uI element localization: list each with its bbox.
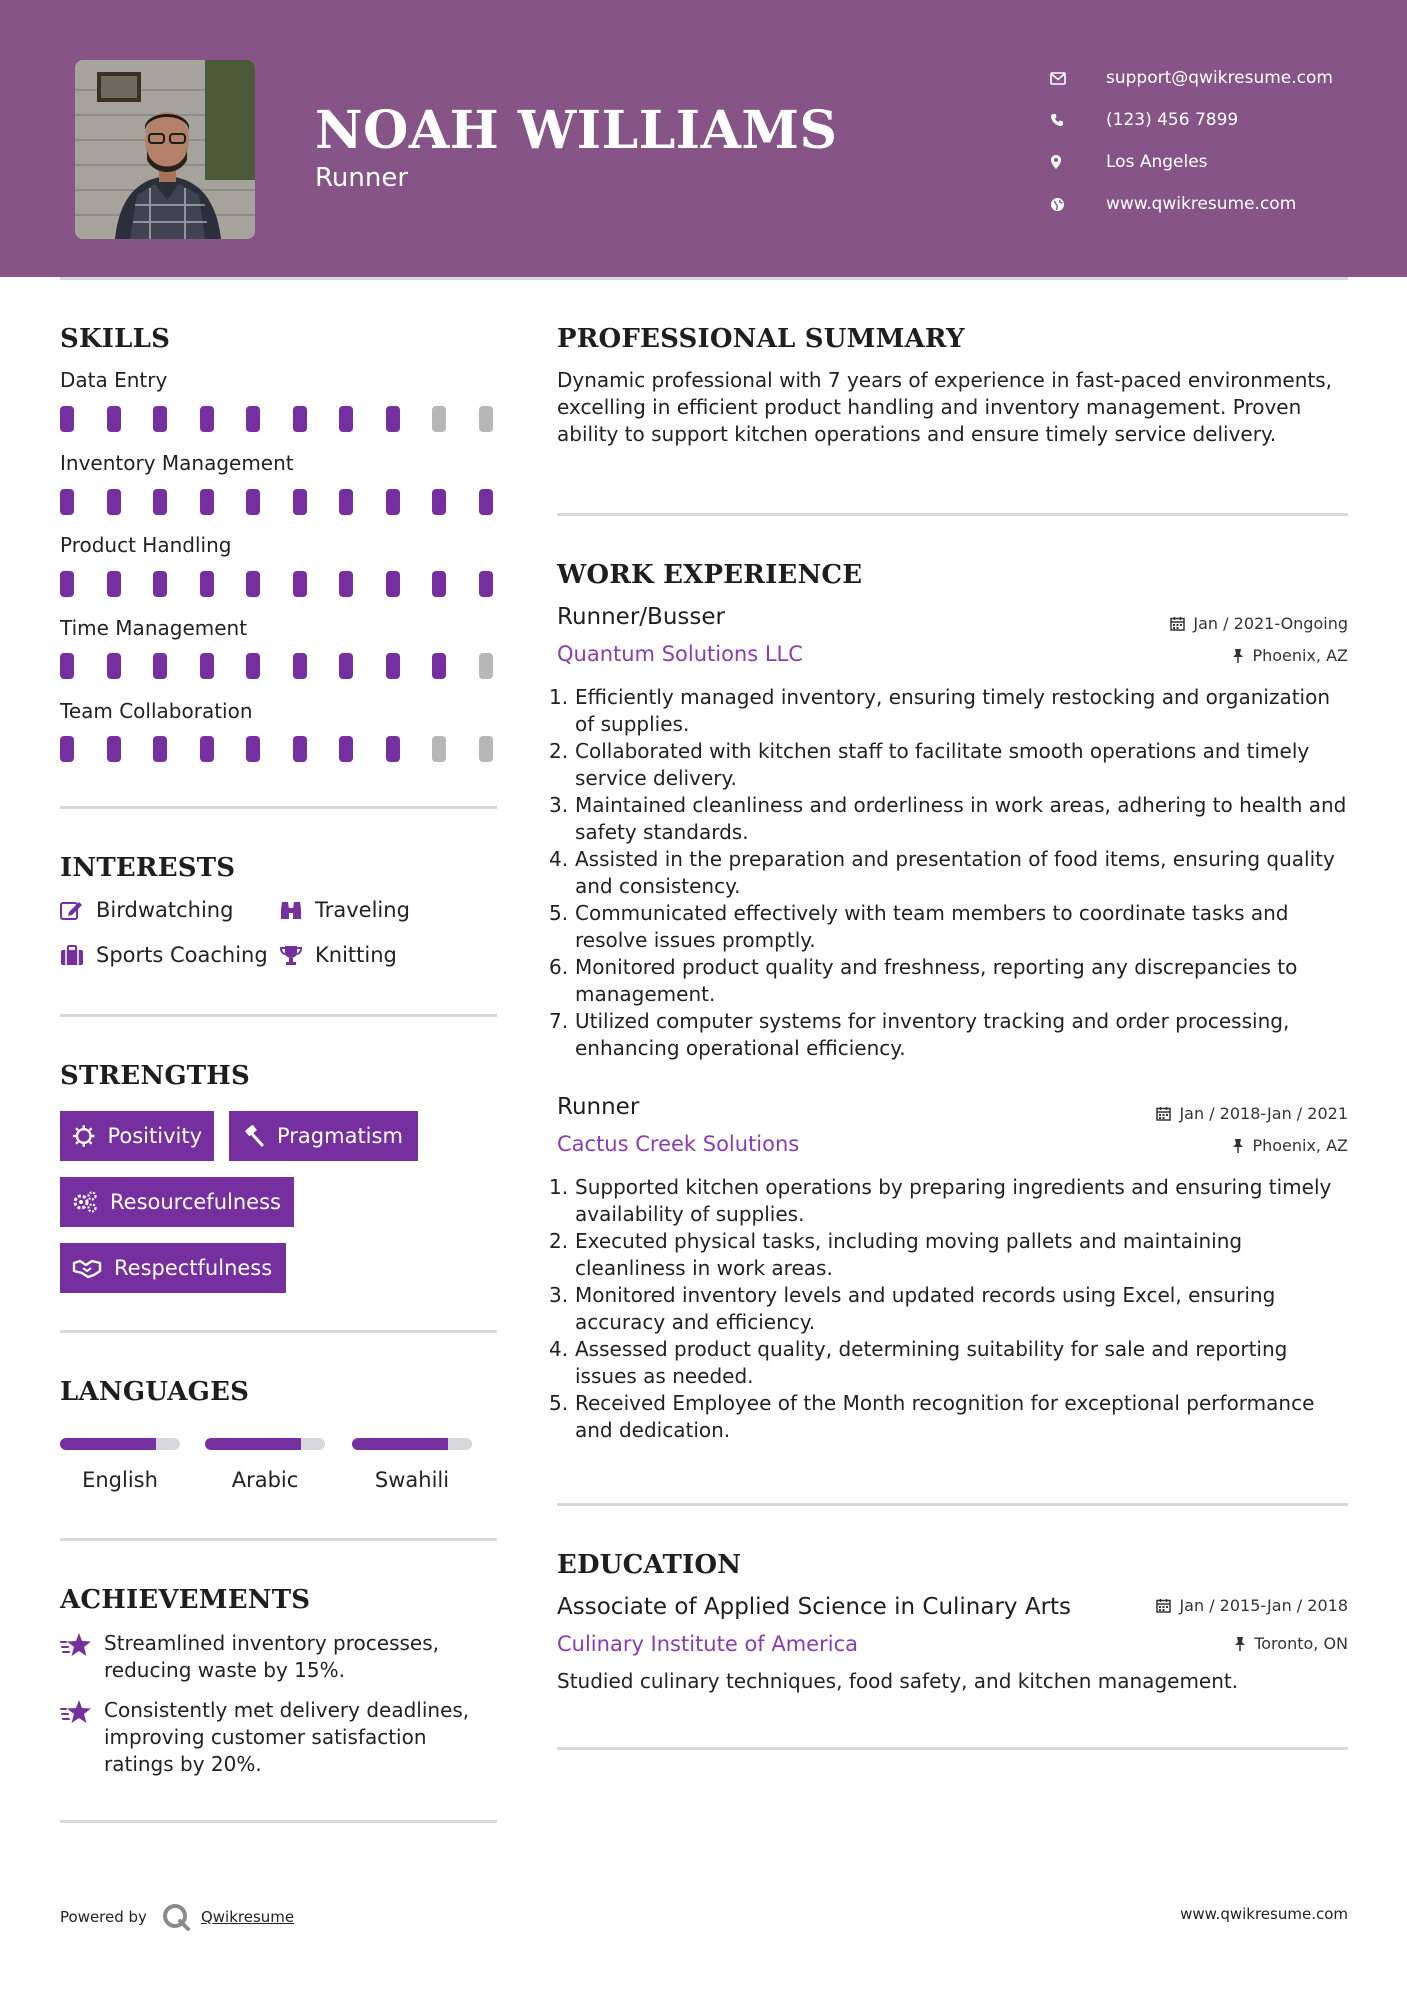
skill-dot-filled [107, 736, 121, 762]
star-icon [60, 1699, 92, 1725]
section-divider [60, 1538, 497, 1541]
duty-item [549, 954, 1347, 1008]
contact-email[interactable] [1050, 57, 1333, 99]
job-duties [549, 684, 1347, 1062]
skill-dot-filled [200, 736, 214, 762]
skill-dot-filled [432, 571, 446, 597]
experience-title: WORK EXPERIENCE [557, 560, 863, 590]
job-location-text: Phoenix, AZ [1252, 1136, 1348, 1155]
job-duties [549, 1174, 1347, 1444]
map-pin-icon [1050, 153, 1080, 171]
education-location [1234, 1634, 1348, 1653]
globe-icon [1050, 195, 1080, 213]
binoculars-icon [279, 899, 303, 921]
duty-number: 3. [549, 793, 569, 817]
section-divider [60, 1330, 497, 1333]
interest-item [60, 943, 268, 967]
duty-text: Monitored product quality and freshness, reporting any discrepancies to management. [575, 955, 1298, 1006]
skill-label: Data Entry [60, 368, 168, 392]
job-date [1156, 1104, 1348, 1123]
strength-badge [60, 1243, 286, 1293]
skill-dot-filled [293, 406, 307, 432]
strengths-title: STRENGTHS [60, 1061, 251, 1091]
footer-powered-by [60, 1902, 294, 1932]
skill-dot-filled [60, 653, 74, 679]
skill-dot-filled [60, 736, 74, 762]
skill-dot-filled [153, 489, 167, 515]
interest-item [60, 898, 233, 922]
job-title: Runner [557, 1094, 640, 1120]
powered-by-text: Powered by [60, 1908, 147, 1926]
section-divider [557, 1747, 1348, 1750]
calendar-icon [1170, 616, 1185, 631]
duty-item [549, 738, 1347, 792]
education-date [1156, 1596, 1348, 1615]
school-name[interactable]: Culinary Institute of America [557, 1632, 858, 1656]
skill-dot-filled [386, 406, 400, 432]
interest-label: Traveling [315, 898, 410, 922]
job-date-text: Jan / 2018-Jan / 2021 [1179, 1104, 1348, 1123]
skill-dot-filled [153, 653, 167, 679]
duty-number: 7. [549, 1009, 569, 1033]
skill-dot-filled [246, 489, 260, 515]
pin-icon [1234, 1636, 1246, 1651]
skill-dot-filled [60, 406, 74, 432]
strength-label: Positivity [107, 1124, 202, 1148]
skill-dot-filled [246, 571, 260, 597]
skill-dot-filled [200, 571, 214, 597]
skills-title: SKILLS [60, 324, 171, 354]
interest-label: Sports Coaching [96, 943, 268, 967]
pin-icon [1232, 1138, 1244, 1153]
skill-dot-filled [107, 653, 121, 679]
gears-icon [72, 1190, 98, 1214]
achievement-text: Consistently met delivery deadlines, improving customer satisfaction ratings by 20%. [104, 1698, 470, 1776]
resume-header [0, 0, 1407, 277]
duty-text: Maintained cleanliness and orderliness in work areas, adhering to health and safety standards. [575, 793, 1347, 844]
duty-item [549, 1008, 1347, 1062]
skill-dot-empty [479, 653, 493, 679]
job-date [1170, 614, 1348, 633]
interests-title: INTERESTS [60, 853, 236, 883]
duty-item [549, 1174, 1347, 1228]
briefcase-icon [60, 944, 84, 966]
header-divider [60, 277, 1348, 280]
skill-rating [60, 653, 500, 679]
skill-rating [60, 736, 500, 762]
skill-dot-empty [479, 406, 493, 432]
education-date-text: Jan / 2015-Jan / 2018 [1179, 1596, 1348, 1615]
skill-dot-filled [386, 571, 400, 597]
skill-dot-empty [432, 736, 446, 762]
skill-dot-filled [432, 653, 446, 679]
education-title: EDUCATION [557, 1550, 742, 1580]
duty-text: Received Employee of the Month recognition for exceptional performance and dedication. [575, 1391, 1315, 1442]
section-divider [557, 513, 1348, 516]
sun-icon [72, 1124, 95, 1148]
duty-number: 3. [549, 1283, 569, 1307]
duty-item [549, 1282, 1347, 1336]
skill-dot-filled [479, 571, 493, 597]
interest-item [279, 898, 410, 922]
language-level-fill [352, 1438, 448, 1450]
qwikresume-logo-icon [161, 1902, 191, 1932]
duty-item [549, 1336, 1347, 1390]
duty-text: Utilized computer systems for inventory tracking and order processing, enhancing operational efficiency. [575, 1009, 1290, 1060]
phone-icon [1050, 111, 1080, 129]
trophy-icon [279, 944, 303, 966]
skill-rating [60, 489, 500, 515]
summary-text: Dynamic professional with 7 years of experience in fast-paced environments, excelling in efficient product handling and inventory management. Proven ability to support kitchen operations and ensure timely service delivery. [557, 368, 1333, 446]
contact-location [1050, 141, 1333, 183]
duty-number: 4. [549, 847, 569, 871]
summary-title: PROFESSIONAL SUMMARY [557, 324, 965, 354]
language-name: Swahili [374, 1468, 450, 1492]
strength-label: Resourcefulness [110, 1190, 281, 1214]
language-level-bar [60, 1438, 180, 1450]
duty-text: Communicated effectively with team members to coordinate tasks and resolve issues promptly. [575, 901, 1289, 952]
skill-dot-filled [107, 571, 121, 597]
duty-number: 1. [549, 685, 569, 709]
envelope-icon [1050, 69, 1080, 87]
footer-website[interactable]: www.qwikresume.com [1180, 1905, 1348, 1923]
achievement-text: Streamlined inventory processes, reducing waste by 15%. [104, 1631, 439, 1682]
skill-dot-filled [479, 489, 493, 515]
skill-rating [60, 406, 500, 432]
contact-website-text: www.qwikresume.com [1106, 194, 1297, 214]
skill-dot-filled [339, 489, 353, 515]
section-divider [60, 1820, 497, 1823]
education-location-text: Toronto, ON [1254, 1634, 1348, 1653]
language-level-fill [60, 1438, 156, 1450]
duty-item [549, 900, 1347, 954]
skill-rating [60, 571, 500, 597]
company-name[interactable]: Cactus Creek Solutions [557, 1132, 800, 1156]
skill-dot-filled [200, 653, 214, 679]
skill-dot-filled [107, 489, 121, 515]
company-name[interactable]: Quantum Solutions LLC [557, 642, 803, 666]
skill-dot-filled [386, 736, 400, 762]
duty-text: Assessed product quality, determining suitability for sale and reporting issues as needed. [575, 1337, 1288, 1388]
achievements-title: ACHIEVEMENTS [60, 1585, 311, 1615]
skill-label: Product Handling [60, 533, 232, 557]
duty-text: Supported kitchen operations by preparing ingredients and ensuring timely availability of supplies. [575, 1175, 1332, 1226]
contact-list [1050, 57, 1333, 225]
strength-label: Respectfulness [114, 1256, 273, 1280]
contact-email-text: support@qwikresume.com [1106, 68, 1333, 88]
strength-label: Pragmatism [277, 1124, 403, 1148]
skill-dot-filled [339, 653, 353, 679]
section-divider [557, 1503, 1348, 1506]
language-name: English [82, 1468, 158, 1492]
degree-title: Associate of Applied Science in Culinary Arts [557, 1594, 1072, 1620]
language-level-bar [205, 1438, 325, 1450]
edit-icon [60, 899, 84, 921]
skill-dot-filled [293, 653, 307, 679]
brand-link[interactable]: Qwikresume [200, 1908, 295, 1926]
job-title: Runner/Busser [557, 604, 725, 630]
skill-dot-filled [293, 571, 307, 597]
interest-label: Knitting [315, 943, 397, 967]
skill-dot-filled [153, 736, 167, 762]
skill-dot-filled [246, 736, 260, 762]
skill-dot-filled [200, 406, 214, 432]
duty-text: Collaborated with kitchen staff to facilitate smooth operations and timely service delivery. [575, 739, 1310, 790]
gavel-icon [241, 1124, 265, 1148]
skill-label: Time Management [60, 616, 248, 640]
job-location-text: Phoenix, AZ [1252, 646, 1348, 665]
job-location [1232, 1136, 1348, 1155]
achievement-item [60, 1697, 500, 1778]
skill-dot-filled [246, 406, 260, 432]
duty-number: 1. [549, 1175, 569, 1199]
language-level-fill [205, 1438, 301, 1450]
calendar-icon [1156, 1106, 1171, 1121]
strength-badge [60, 1177, 294, 1227]
skill-dot-filled [200, 489, 214, 515]
section-divider [60, 806, 497, 809]
contact-location-text: Los Angeles [1106, 152, 1208, 172]
skill-dot-filled [339, 571, 353, 597]
duty-item [549, 846, 1347, 900]
duty-item [549, 1228, 1347, 1282]
skill-dot-filled [153, 571, 167, 597]
pin-icon [1232, 648, 1244, 663]
candidate-name: NOAH WILLIAMS [315, 100, 838, 161]
duty-number: 2. [549, 1229, 569, 1253]
skill-dot-filled [339, 736, 353, 762]
duty-number: 4. [549, 1337, 569, 1361]
duty-text: Assisted in the preparation and presentation of food items, ensuring quality and consistency. [575, 847, 1335, 898]
section-divider [60, 1014, 497, 1017]
skill-dot-filled [60, 571, 74, 597]
interest-label: Birdwatching [96, 898, 234, 922]
skill-dot-filled [293, 489, 307, 515]
duty-number: 5. [549, 1391, 569, 1415]
skill-dot-filled [293, 736, 307, 762]
strength-badge [60, 1111, 214, 1161]
skill-dot-filled [153, 406, 167, 432]
contact-website[interactable] [1050, 183, 1333, 225]
duty-item [549, 792, 1347, 846]
duty-number: 6. [549, 955, 569, 979]
handshake-icon [72, 1257, 102, 1279]
achievement-item [60, 1630, 500, 1684]
skill-label: Inventory Management [60, 451, 294, 475]
strength-badge [229, 1111, 418, 1161]
skill-dot-filled [432, 489, 446, 515]
contact-phone[interactable] [1050, 99, 1333, 141]
star-icon [60, 1632, 92, 1658]
skill-dot-filled [60, 489, 74, 515]
duty-text: Efficiently managed inventory, ensuring timely restocking and organization of supplies. [575, 685, 1331, 736]
language-level-bar [352, 1438, 472, 1450]
interest-item [279, 943, 397, 967]
language-name: Arabic [231, 1468, 299, 1492]
duty-number: 5. [549, 901, 569, 925]
skill-dot-empty [432, 406, 446, 432]
duty-text: Executed physical tasks, including moving pallets and maintaining cleanliness in work areas. [575, 1229, 1243, 1280]
skill-dot-filled [386, 653, 400, 679]
profile-photo [75, 60, 255, 239]
job-date-text: Jan / 2021-Ongoing [1193, 614, 1348, 633]
duty-text: Monitored inventory levels and updated records using Excel, ensuring accuracy and efficiency. [575, 1283, 1276, 1334]
duty-item [549, 684, 1347, 738]
skill-dot-empty [479, 736, 493, 762]
skill-dot-filled [339, 406, 353, 432]
duty-number: 2. [549, 739, 569, 763]
candidate-role: Runner [315, 163, 409, 193]
skill-dot-filled [386, 489, 400, 515]
job-location [1232, 646, 1348, 665]
languages-title: LANGUAGES [60, 1377, 250, 1407]
skill-label: Team Collaboration [60, 699, 253, 723]
calendar-icon [1156, 1598, 1171, 1613]
education-description: Studied culinary techniques, food safety, and kitchen management. [557, 1669, 1239, 1693]
skill-dot-filled [246, 653, 260, 679]
skill-dot-filled [107, 406, 121, 432]
duty-item [549, 1390, 1347, 1444]
contact-phone-text: (123) 456 7899 [1106, 110, 1239, 130]
